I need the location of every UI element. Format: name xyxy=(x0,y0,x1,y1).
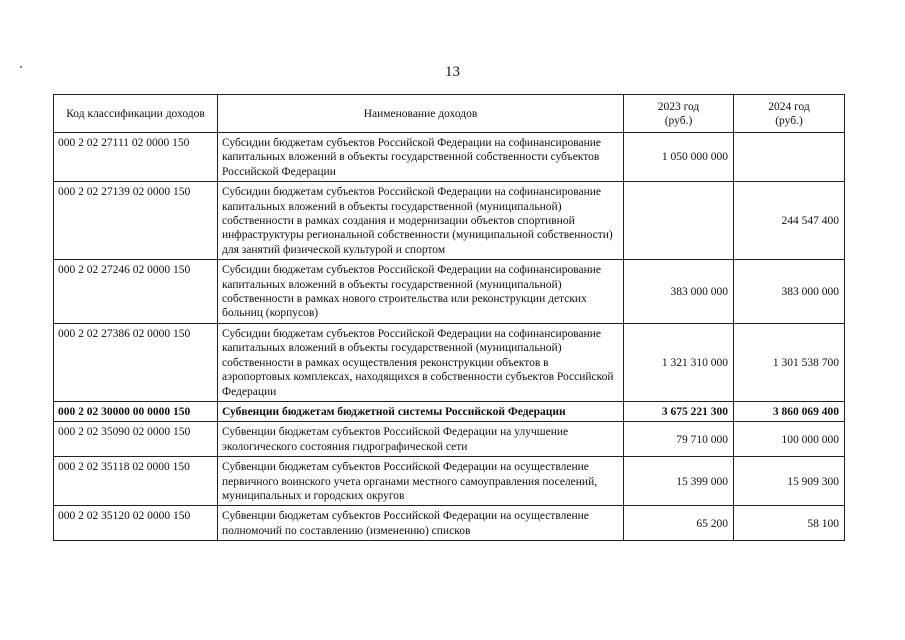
row-code: 000 2 02 27111 02 0000 150 xyxy=(54,133,218,182)
row-code: 000 2 02 35118 02 0000 150 xyxy=(54,457,218,506)
table-row xyxy=(54,506,845,541)
row-amount-2023: 15 399 000 xyxy=(624,457,734,506)
table-row xyxy=(54,133,845,182)
row-name: Субвенции бюджетам субъектов Российской Федерации на улучшение экологического состояния гидрографической сети xyxy=(218,422,624,457)
row-amount-2023: 1 321 310 000 xyxy=(624,323,734,401)
row-name: Субвенции бюджетам субъектов Российской Федерации на осуществление полномочий по составлению (изменению) списков xyxy=(218,506,624,541)
row-code: 000 2 02 35090 02 0000 150 xyxy=(54,422,218,457)
table-row xyxy=(54,422,845,457)
table-row xyxy=(54,260,845,324)
row-amount-2024: 3 860 069 400 xyxy=(734,401,845,421)
table-header-row xyxy=(54,95,845,133)
row-amount-2024: 1 301 538 700 xyxy=(734,323,845,401)
table-row xyxy=(54,182,845,260)
row-amount-2023: 383 000 000 xyxy=(624,260,734,324)
row-amount-2024: 383 000 000 xyxy=(734,260,845,324)
row-amount-2023: 3 675 221 300 xyxy=(624,401,734,421)
table-row xyxy=(54,323,845,401)
row-code: 000 2 02 30000 00 0000 150 xyxy=(54,401,218,421)
row-amount-2024: 100 000 000 xyxy=(734,422,845,457)
row-code: 000 2 02 27246 02 0000 150 xyxy=(54,260,218,324)
row-amount-2023 xyxy=(624,182,734,260)
row-code: 000 2 02 35120 02 0000 150 xyxy=(54,506,218,541)
header-year-2023: 2023 год (руб.) xyxy=(624,95,734,133)
row-name: Субвенции бюджетам субъектов Российской Федерации на осуществление первичного воинского учета органами местного самоуправления поселений, муниципальных и городских округов xyxy=(218,457,624,506)
row-amount-2023: 79 710 000 xyxy=(624,422,734,457)
row-name: Субсидии бюджетам субъектов Российской Федерации на софинансирование капитальных вложений в объекты государственной (муниципальной) собственности в рамках нового строительства или реконструкции детских больниц (корпусов) xyxy=(218,260,624,324)
row-name: Субсидии бюджетам субъектов Российской Федерации на софинансирование капитальных вложений в объекты государственной (муниципальной) собственности в рамках создания и модернизации объектов спортивной инфраструктуры региональной собственности (муниципальной собственности) для занятий физической культурой и спортом xyxy=(218,182,624,260)
page-number: 13 xyxy=(445,64,460,80)
header-name: Наименование доходов xyxy=(218,95,624,133)
table-row-subtotal xyxy=(54,401,845,421)
row-amount-2023: 65 200 xyxy=(624,506,734,541)
header-year-2024: 2024 год (руб.) xyxy=(734,95,845,133)
row-name: Субсидии бюджетам субъектов Российской Федерации на софинансирование капитальных вложений в объекты государственной (муниципальной) собственности в рамках осуществления реконструкции объектов в аэропортовых комплексах, находящихся в собственности субъектов Российской Федерации xyxy=(218,323,624,401)
row-amount-2024: 244 547 400 xyxy=(734,182,845,260)
row-name: Субсидии бюджетам субъектов Российской Федерации на софинансирование капитальных вложений в объекты государственной собственности субъектов Российской Федерации xyxy=(218,133,624,182)
row-name: Субвенции бюджетам бюджетной системы Российской Федерации xyxy=(218,401,624,421)
row-code: 000 2 02 27386 02 0000 150 xyxy=(54,323,218,401)
revenue-table xyxy=(53,94,845,541)
row-amount-2024: 58 100 xyxy=(734,506,845,541)
row-amount-2023: 1 050 000 000 xyxy=(624,133,734,182)
row-amount-2024: 15 909 300 xyxy=(734,457,845,506)
table-row xyxy=(54,457,845,506)
header-code: Код классификации доходов xyxy=(54,95,218,133)
row-amount-2024 xyxy=(734,133,845,182)
row-code: 000 2 02 27139 02 0000 150 xyxy=(54,182,218,260)
